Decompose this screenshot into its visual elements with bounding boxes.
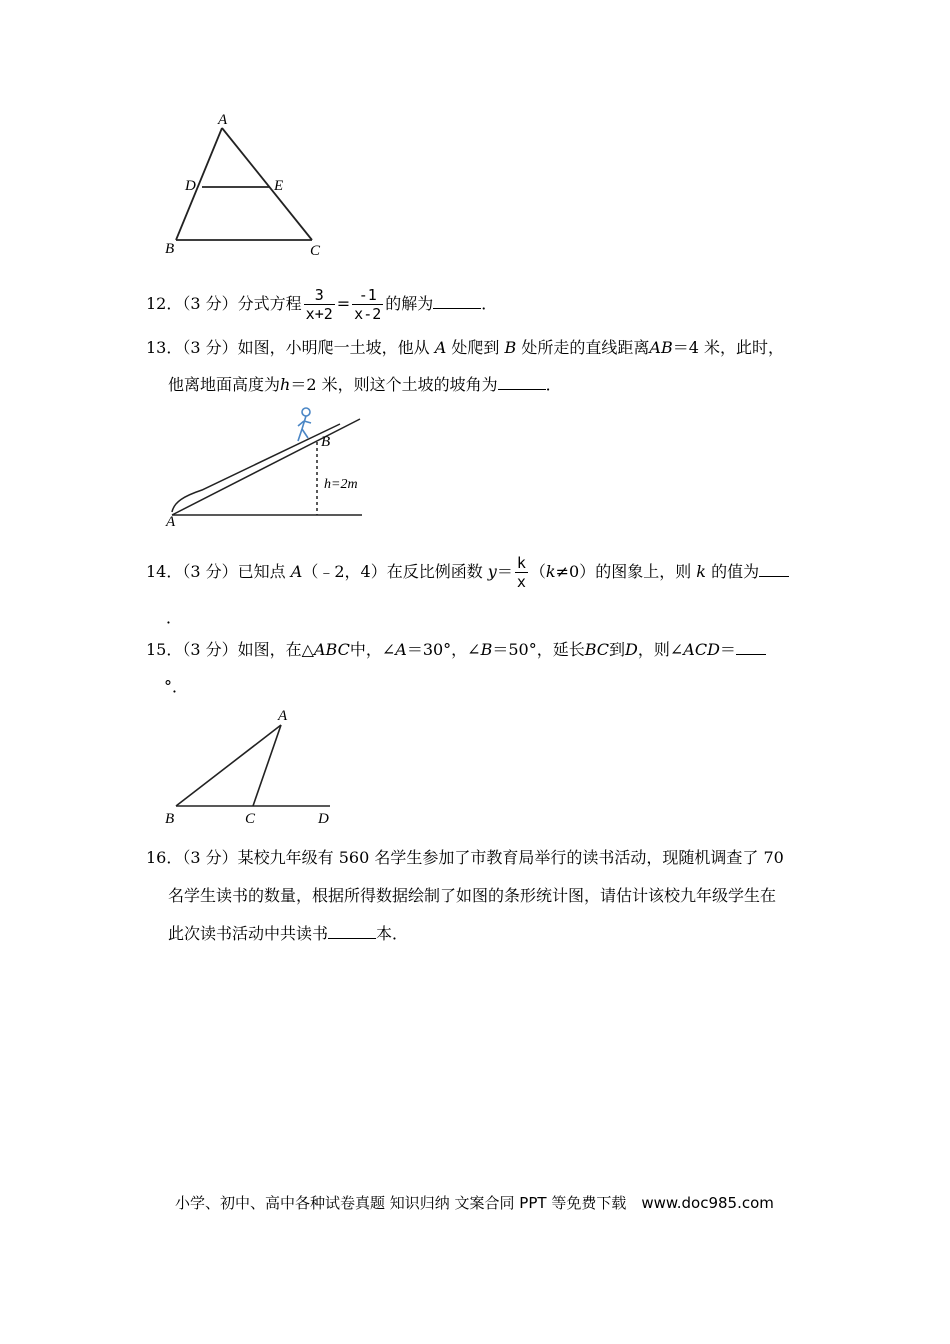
question-16-line-1: 16．（3 分）某校九年级有 560 名学生参加了市教育局举行的读书活动，现随机调查了 70 [146, 848, 784, 867]
label-b: B [321, 434, 331, 450]
climber-icon [298, 408, 311, 441]
answer-blank [498, 375, 546, 390]
score: （3 分） [182, 294, 238, 313]
question-16-line-2: 名学生读书的数量，根据所得数据绘制了如图的条形统计图，请估计该校九年级学生在 [168, 886, 777, 905]
answer-blank [433, 294, 481, 309]
label-d: D [318, 811, 329, 827]
answer-blank [759, 562, 789, 577]
question-number: 14． [146, 562, 183, 581]
score: （3 分） [182, 338, 238, 357]
label-c: C [245, 811, 256, 827]
page-footer: 小学、初中、高中各种试卷真题 知识归纳 文案合同 PPT 等免费下载 www.doc985.com [175, 1194, 774, 1212]
label-a: A [166, 514, 176, 530]
slope-figure [160, 402, 380, 530]
question-15-end: °． [164, 677, 189, 696]
question-14: 14．（3 分）已知点 A（﹣2，4）在反比例函数 y＝ $\frac{k}{x}$ （k≠0）的图象上，则 k 的值为 [146, 554, 789, 591]
label-b: B [165, 811, 175, 827]
fraction-2: $\frac{-1}{x-2}$ [354, 286, 382, 323]
question-number: 12． [146, 294, 183, 313]
answer-blank [736, 640, 766, 655]
question-number: 13． [146, 338, 183, 357]
question-13-line-2: 他离地面高度为h＝2 米，则这个土坡的坡角为 ． [168, 375, 562, 394]
question-15-line-1: 15．（3 分）如图，在△ABC中，∠A＝30°，∠B＝50°，延长BC到D，则∠ACD＝ [146, 640, 766, 660]
label-c: C [310, 243, 321, 259]
triangle-abc-figure [160, 110, 330, 260]
question-16-line-3: 此次读书活动中共读书 本． [168, 924, 409, 943]
score: （3 分） [182, 640, 238, 659]
label-e: E [274, 178, 284, 194]
question-number: 15． [146, 640, 183, 659]
height-label: h=2m [324, 477, 358, 492]
label-b: B [165, 241, 175, 257]
score: （3 分） [182, 562, 238, 581]
label-a: A [218, 112, 228, 128]
question-13-line-1: 13．（3 分）如图，小明爬一土坡，他从 A 处爬到 B 处所走的直线距离AB＝4 米，此时， [146, 338, 784, 357]
question-12: 12．（3 分）分式方程 $\frac{3}{x+2}$ = $\frac{-1}{x-2}$ 的解为 ． [146, 286, 498, 323]
fraction-k-over-x: $\frac{k}{x}$ [516, 554, 526, 591]
triangle-acd-figure [160, 705, 350, 830]
question-14-end: ． [166, 608, 183, 627]
label-a: A [278, 708, 288, 724]
question-number: 16． [146, 848, 183, 867]
label-d: D [185, 178, 196, 194]
answer-blank [328, 924, 376, 939]
score: （3 分） [182, 848, 238, 867]
fraction-1: $\frac{3}{x+2}$ [305, 286, 333, 323]
